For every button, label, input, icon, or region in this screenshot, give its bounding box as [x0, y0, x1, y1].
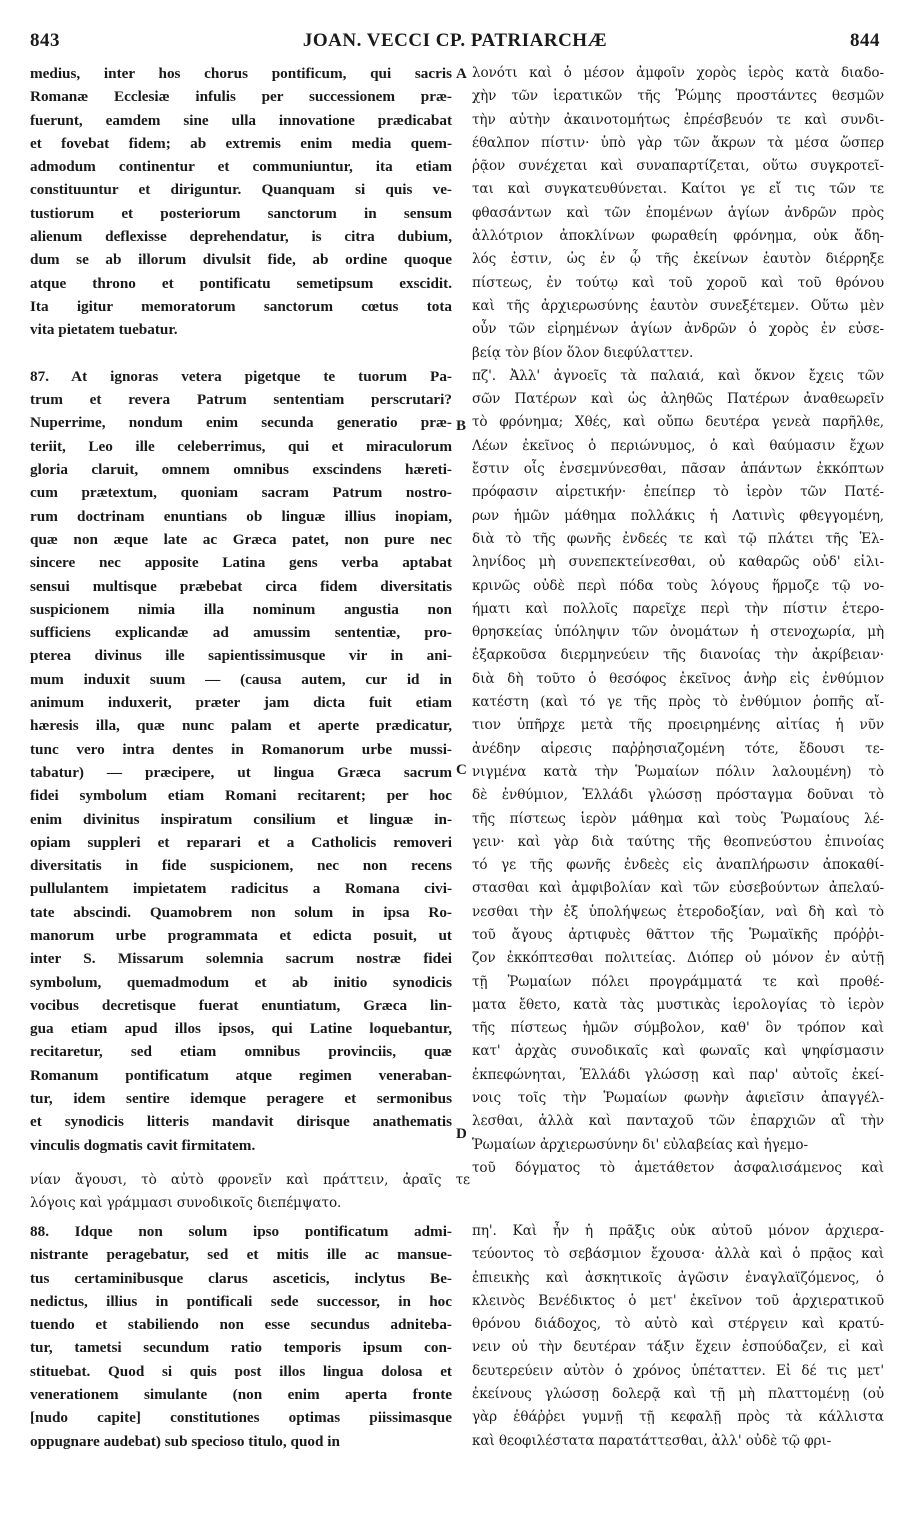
text-line: alienum deflexisse deprehendatur, is citra dubium,: [30, 228, 452, 246]
text-line: 87. At ignoras vetera pigetque te tuorum Pa-: [30, 367, 452, 385]
greek-paragraph-86-end: [472, 62, 884, 365]
text-line: vocibus decretisque fuerat enuntiatum, Græca lin-: [30, 996, 452, 1014]
text-line: βείᾳ τὸν βίον ὅλον διεφύλαττεν.: [472, 344, 694, 361]
page-number-left: 843: [30, 30, 60, 51]
running-title: JOAN. VECCI CP. PATRIARCHÆ: [302, 30, 608, 51]
greek-crossover-top: [30, 1169, 470, 1192]
text-line: ἀλλότριον ἀποκλίνων φωραθείη φρόνημα, οὐκ ἄδη-: [472, 228, 884, 245]
text-line: recitaretur, sed etiam omnibus provinciis, quæ: [30, 1043, 452, 1061]
text-line: νεσθαι τὴν ἐξ ὑπολήψεως ἑτεροδοξίαν, ναὶ δὴ καὶ τὸ: [472, 903, 884, 920]
text-line: θρησκείας ὑπόληψιν τῶν ὀνομάτων ἡ στενοχωρία, μὴ: [472, 624, 884, 641]
text-line: κλεινὸς Βενέδικτος ὁ μετ' ἐκεῖνον τοῦ ἀρχιερατικοῦ: [472, 1292, 884, 1309]
text-line: διὰ δὴ τοῦτο ὁ θεσόφος ἐκεῖνος ἀνὴρ εἰς ἐνθύμιον: [472, 670, 884, 687]
text-line: ἔστιν οἷς ἐνσεμνύνεσθαι, πᾶσαν ἁπάντων ἐκκόπτων: [472, 461, 884, 478]
greek-paragraph-88: [472, 1220, 884, 1453]
text-line: τὴν αὐτὴν ἀκαινοτομήτως ἐπρέσβευόν τε καὶ συνδι-: [472, 111, 884, 128]
text-line: tuendo et stabiliendo non esse secundus adniteba-: [30, 1316, 452, 1334]
text-line: gua etiam apud illos ipsos, qui Latine loquebantur,: [30, 1020, 452, 1038]
latin-paragraph-88: [30, 1220, 452, 1453]
text-line: et fovebat fidem; ab extremis enim media quem-: [30, 134, 452, 152]
text-line: tustiorum et posteriorum sanctorum in sensum: [30, 204, 452, 222]
text-line: animum induxerit, præter jam dicta fuit etiam: [30, 694, 452, 712]
text-line: δὲ ἐνθύμιον, Ἑλλάδι γλώσσῃ πρόσταγμα δοῦναι τὸ: [472, 787, 884, 804]
text-line: sensui multisque præbebat circa fidem diversitatis: [30, 577, 452, 595]
text-line: καὶ τῆς ἀρχιερωσύνης ἑαυτὸν συνεξέτεμεν. Οὕτω μὲν: [472, 297, 884, 314]
text-line: γὰρ ἐθάῤῥει γυμνῇ τῇ κεφαλῇ πρὸς τὰ κάλλιστα: [472, 1409, 884, 1426]
text-line: tur, idem sentire idemque peragere et sermonibus: [30, 1090, 452, 1108]
text-line: pterea divinus ille sapientissimusque vir in ani-: [30, 647, 452, 665]
text-line: τῇ Ῥωμαίων πόλει προγράμματά τε καὶ προθέ-: [472, 973, 884, 990]
text-line: νοις τοῖς τὴν Ῥωμαίων φωνὴν ἀφιεῖσιν ἀπαγγέλ-: [472, 1090, 884, 1107]
text-line: Λέων ἐκεῖνος ὁ περιώνυμος, ὁ καὶ θαύμασιν ἔχων: [472, 437, 884, 454]
text-line: mum induxit suum — (causa autem, cur id in: [30, 670, 452, 688]
text-line: Ῥωμαίων ἀρχιερωσύνην δι' εὐλαβείας καὶ ἡγεμο-: [472, 1136, 809, 1153]
text-line: venerationem simulante (non enim aperta fronte: [30, 1386, 452, 1404]
text-line: στασθαι καὶ ἀμφιβολίαν καὶ τῶν εὐσεβούντων ἀπελαύ-: [472, 880, 884, 897]
text-line: nedictus, illius in pontificali sede successor, in hoc: [30, 1292, 452, 1310]
text-line: ρων ἡμῶν μάθημα πολλάκις ἡ Λατινὶς φθεγγομένη,: [472, 507, 884, 524]
text-line: dum se ab illorum divulsit fide, ab ordine quoque: [30, 251, 452, 269]
text-line: τιον ὑπῆρχε μετὰ τῆς προειρημένης αἰτίας ἡ νῦν: [472, 717, 884, 734]
text-line: sincere nec apposite Latina gens verba aptabat: [30, 554, 452, 572]
page-header: [30, 30, 880, 60]
text-line: πρόφασιν αἱρετικήν· ἐπείπερ τὸ ἱερὸν τῶν Πατέ-: [472, 484, 884, 501]
text-line: Romanum pontificatum atque regimen veneraban-: [30, 1066, 452, 1084]
text-line: [nudo capite] constitutiones optimas piissimasque: [30, 1409, 452, 1427]
text-line: medius, inter hos chorus pontificum, qui sacris: [30, 65, 452, 82]
page-number-right: 844: [850, 30, 880, 51]
text-line: hæresis illa, quæ nunc palam et aperte prædicatur,: [30, 717, 452, 735]
greek-crossline-2: λόγοις καὶ γράμμασι συνοδικοῖς διεπέμψατο.: [30, 1195, 342, 1211]
text-line: sufficiens explicandæ ad amussim sententiæ, pro-: [30, 624, 452, 642]
text-line: opiam suppleri et reparari et a Catholicis removeri: [30, 833, 452, 851]
margin-letter-d: D: [456, 1126, 467, 1142]
text-line: Nuperrime, nondum enim secunda generatio præ-: [30, 414, 452, 432]
text-line: cum prætextum, quoniam sacram Patrum nostro-: [30, 484, 452, 502]
text-line: λός ἐστιν, ὡς ἐν ᾧ τῆς ἐκείνων ἑαυτὸν διέρρηξε: [472, 251, 884, 268]
text-line: διὰ τὸ τῆς φωνῆς ἐνδεές τε καὶ τῷ πλάτει τῆς Ἑλ-: [472, 530, 884, 547]
text-line: et synodicis litteris mandavit dirisque anathematis: [30, 1113, 452, 1131]
latin-column-lower: [30, 1220, 452, 1453]
text-line: θρόνου διάδοχος, τὸ αὐτὸ καὶ στέργειν καὶ κρατύ-: [472, 1316, 884, 1333]
text-line: λονότι καὶ ὁ μέσον ἀμφοῖν χορὸς ἱερὸς κατὰ διαδο-: [472, 65, 884, 81]
text-line: tunc vero intra dentes in Romanorum urbe mussi-: [30, 740, 452, 758]
text-line: trum et revera Patrum sententiam perscrutari?: [30, 391, 452, 409]
text-line: ήματι καὶ πολλοῖς παρεῖχε περὶ τὴν πίστιν ἑτερο-: [472, 600, 884, 617]
text-line: γειν· καὶ γὰρ διὰ ταύτης τῆς θεοπνεύστου ἐπινοίας: [472, 833, 884, 850]
text-line: constituuntur et diriguntur. Quanquam si quis ve-: [30, 181, 452, 199]
text-line: ματα ἔθετο, κατὰ τὰς μυστικὰς ἱερολογίας τὸ ἱερὸν: [472, 996, 884, 1013]
text-line: ται καὶ συγκατευθύνεται. Καίτοι γε εἴ τις τῶν τε: [472, 181, 884, 198]
text-line: τεύοντος τὸ σεβάσμιον ἔχουσα· ἀλλὰ καὶ ὁ πρᾷος καὶ: [472, 1246, 884, 1263]
text-line: τὸ φρόνημα; Χθές, καὶ οὔπω δευτέρα γενεὰ παρῆλθε,: [472, 414, 884, 431]
text-line: fuerunt, eamdem sine ulla innovatione prædicabat: [30, 111, 452, 129]
text-line: τοῦ ἄγους ἀρτιφυὲς θᾶττον τῆς Ῥωμαϊκῆς πρόῤῥι-: [472, 926, 884, 943]
text-line: κατ' ἀρχὰς συνοδικαῖς καὶ φωναῖς καὶ ψηφίσμασιν: [472, 1043, 884, 1060]
text-line: tus certaminibusque clarus asceticis, inclytus Be-: [30, 1269, 452, 1287]
text-line: ληνίδος μὴ συνεπεκτείνεσθαι, οὐ καθαρῶς οὐδ' εἰλι-: [472, 554, 884, 571]
text-line: diversitatis in fide suspicionem, nec non recens: [30, 857, 452, 875]
text-line: admodum continentur et communiuntur, ita etiam: [30, 158, 452, 176]
text-line: χὴν τῶν ἱερατικῶν τῆς Ῥώμης προστάντες θεσμῶν: [472, 88, 884, 105]
text-line: νιγμένα κατὰ τὴν Ῥωμαίων πόλιν λαλουμένη) τὸ: [472, 763, 884, 780]
text-line: ἀνέδην αἱρεσις παῤῥησιαζομένη τότε, ἔδουσι τε-: [472, 740, 884, 757]
text-line: ῥᾷον συνέχεται καὶ συναπαρτίζεται, οὕτω συγκροτεῖ-: [472, 158, 884, 175]
text-line: suspicionem nimia illa nominum angustia non: [30, 600, 452, 618]
text-line: δευτερεύειν αὐτὸν ὁ χρόνος ὑπέταττεν. Εἰ δέ τις μετ': [472, 1362, 884, 1379]
text-line: nistrante peragebatur, sed et mitis ille ac mansue-: [30, 1246, 452, 1264]
text-line: vita pietatem tuebatur.: [30, 321, 178, 339]
text-line: vinculis dogmatis cavit firmitatem.: [30, 1136, 256, 1154]
greek-crossline-left: νίαν ἄγουσι, τὸ αὐτὸ φρονεῖν καὶ πράττειν, ἀραῖς τε: [30, 1172, 470, 1188]
greek-crossover: [30, 1192, 884, 1215]
text-line: ἐπιεικὴς καὶ ἀσκητικοῖς ἀγῶσιν ἐναγλαϊζόμενος, ὁ: [472, 1269, 884, 1286]
greek-crossline-right: τοῦ δόγματος τὸ ἀμετάθετον ἀσφαλισάμενος καὶ: [472, 1159, 884, 1176]
text-line: inter S. Missarum solemnia sacrum nostræ fidei: [30, 950, 452, 968]
text-line: Ita igitur memoratorum sanctorum cœtus tota: [30, 297, 452, 315]
greek-paragraph-87: [472, 365, 884, 1157]
text-line: τῆς πίστεως ἡμῶν σύμβολον, καθ' ὃν τρόπον καὶ: [472, 1020, 884, 1037]
text-line: tate abscindi. Quamobrem non solum in ipsa Ro-: [30, 903, 452, 921]
text-line: Romanæ Ecclesiæ infulis per successionem præ-: [30, 88, 452, 106]
latin-paragraph-86-end: [30, 62, 452, 342]
text-line: ἐξαρκοῦσα διερμηνεύειν τῆς διανοίας τὴν ἀκρίβειαν·: [472, 647, 884, 664]
text-line: πίστεως, ἐν τούτῳ καὶ τοῦ χοροῦ καὶ τοῦ θρόνου: [472, 274, 884, 291]
greek-column-lower: [472, 1220, 884, 1453]
text-line: ζον ἐκκόπτεσθαι πολιτείας. Διόπερ οὐ μόνον ἐν αὐτῇ: [472, 950, 884, 967]
text-line: stituebat. Quod si quis post illos lingua dolosa et: [30, 1362, 452, 1380]
text-line: enim divinitus inspiratum consilium et linguæ in-: [30, 810, 452, 828]
text-line: πζ'. Ἀλλ' ἀγνοεῖς τὰ παλαιά, καὶ ὄκνον ἔχεις τῶν: [472, 367, 884, 384]
text-line: atque throno et pontificatu semetipsum exscidit.: [30, 274, 452, 292]
text-line: πη'. Καὶ ἦν ἡ πρᾶξις οὐκ αὐτοῦ μόνον ἀρχιερα-: [472, 1223, 884, 1239]
text-line: έθαλπον πίστιν· ὑπὸ γὰρ τῶν ἄκρων τὰ μέσα ὥσπερ: [472, 134, 884, 151]
greek-column: [472, 62, 884, 1180]
text-line: 88. Idque non solum ipso pontificatum admi-: [30, 1223, 452, 1240]
text-line: καὶ θεοφιλέστατα παρατάττεσθαι, ἀλλ' οὐδὲ τῷ φρι-: [472, 1432, 832, 1449]
margin-letter-c: C: [456, 762, 467, 778]
text-line: quæ non æque late ac Græca patet, non pure nec: [30, 530, 452, 548]
text-line: oppugnare audebat) sub specioso titulo, quod in: [30, 1432, 340, 1450]
text-line: ἐκείνους γλώσσῃ δολερᾷ καὶ τῇ μὴ πλαττομένῃ (οὐ: [472, 1386, 884, 1403]
text-line: κρινῶς οὐδὲ περὶ πόδα τοὺς λόγους ἥρμοζε τῷ νο-: [472, 577, 884, 594]
text-line: rum doctrinam enuntians ob linguæ illius inopiam,: [30, 507, 452, 525]
text-line: τό γε τῆς φωνῆς ἐνδεὲς εἰς ἀναπλήρωσιν ἀποκαθί-: [472, 857, 884, 874]
text-line: κατέστη (καὶ τό γε τῆς πρὸς τὸ ἐνθύμιον ῥοπῆς αἴ-: [472, 694, 884, 711]
text-line: σῶν Πατέρων καὶ ὡς ἀληθῶς Πατέρων ἀναθεωρεῖν: [472, 391, 884, 408]
latin-paragraph-87: [30, 365, 452, 1157]
text-line: λεσθαι, ἀλλὰ καὶ πανταχοῦ τῶν ἐπαρχιῶν αἳ τὴν: [472, 1113, 884, 1130]
text-line: tabatur) — præcipere, ut lingua Græca sacrum: [30, 763, 452, 781]
text-line: τῆς πίστεως ἱερὸν μάθημα καὶ τοὺς Ῥωμαίους λέ-: [472, 810, 884, 827]
text-line: tur, tametsi secundum ratio temporis ipsum con-: [30, 1339, 452, 1357]
text-line: symbolum, quemadmodum et ab initio synodicis: [30, 973, 452, 991]
text-line: νειν οὐ τὴν δευτέραν τάξιν ἔχειν ἐσπούδαζεν, εἰ καὶ: [472, 1339, 884, 1356]
latin-column: [30, 62, 452, 1157]
text-line: ἐκπεφώνηται, Ἑλλάδι γλώσσῃ καὶ παρ' αὐτοῖς ἐκεί-: [472, 1066, 884, 1083]
text-line: φθασάντων καὶ τῶν ἐπομένων ἁγίων ἀνδρῶν πρὸς: [472, 204, 884, 221]
text-line: gloria claruit, omnem omnibus exscindens hæreti-: [30, 461, 452, 479]
margin-letter-b: B: [456, 418, 467, 434]
text-line: fidei symbolum etiam Romani recitarent; per hoc: [30, 787, 452, 805]
text-line: οὖν τῶν εἰρημένων ἁγίων ἀνδρῶν ὁ χορὸς ἐν εὐσε-: [472, 321, 884, 338]
text-line: pullulantem impietatem radicitus a Romana civi-: [30, 880, 452, 898]
margin-letter-a: A: [456, 66, 467, 82]
text-line: manorum urbe programmata et edicta posuit, ut: [30, 926, 452, 944]
text-line: teriit, Leo ille celeberrimus, qui et miraculorum: [30, 437, 452, 455]
